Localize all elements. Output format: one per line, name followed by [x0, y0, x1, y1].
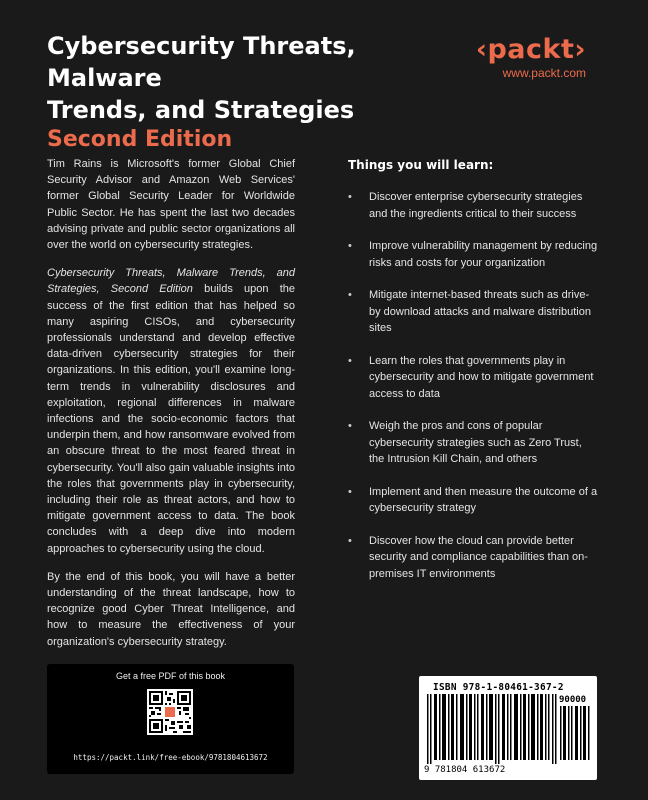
learn-item [348, 533, 598, 583]
cover-header [47, 30, 467, 154]
author-bio-paragraph: Tim Rains is Microsoft's former Global Chief Security Advisor and Amazon Web Services' former Global Security Leader for Worldwide Public Sector. He has spent the last two decades advising private and public sector organizations all over the world on cybersecurity strategies. [47, 158, 295, 252]
learn-item [348, 418, 598, 468]
isbn-barcode [419, 676, 597, 780]
learn-item-text: Mitigate internet-based threats such as drive-by download attacks and malware distribution sites [369, 289, 591, 334]
price-code: 90000 [559, 695, 587, 705]
bullet-icon: • [348, 534, 352, 547]
learn-item [348, 238, 598, 271]
learn-item [348, 353, 598, 403]
learn-heading: Things you will learn: [348, 158, 494, 172]
learning-outcomes [348, 156, 598, 598]
book-title-line-2: Trends, and Strategies [47, 96, 355, 124]
bullet-icon: • [348, 240, 352, 252]
learn-item-text: Learn the roles that governments play in cybersecurity and how to mitigate government access to data [369, 354, 594, 400]
book-summary-text: builds upon the success of the first edition that has helped so many aspiring CISOs, and cybersecurity professionals understand and develop effective data-driven cybersecurity strategies for their organizations. In this edition, you'll examine long-term trends in vulnerability disclosures and exploitation, regional differences in malware infections and the socio-economic factors that underpin them, and how ransomware evolved from an obscure threat to the most feared threat in cybersecurity. You'll also gain valuable insights into the roles that governments play in cybersecurity, including their role as threat actors, and how to mitigate government access to data. The book concludes with a deep dive into modern approaches to cybersecurity using the cloud. [47, 283, 296, 555]
qr-code-icon[interactable] [147, 689, 193, 735]
packt-logo: ‹packt› [475, 34, 586, 65]
free-pdf-title: Get a free PDF of this book [115, 671, 226, 681]
learn-item-text: Improve vulnerability management by reducing risks and costs for your organization [369, 240, 598, 269]
bullet-icon: • [348, 289, 352, 301]
bullet-icon: • [348, 485, 352, 498]
publisher-brand [476, 36, 586, 80]
learn-item-text: Discover enterprise cybersecurity strategies and the ingredients critical to their success [369, 191, 583, 220]
free-pdf-box [47, 664, 294, 774]
book-title-line-1: Cybersecurity Threats, Malware [47, 32, 356, 92]
ean-digits: 9 781804 613672 [424, 765, 506, 775]
publisher-website: www.packt.com [502, 66, 586, 80]
book-title-inline: Cybersecurity Threats, Malware Trends, and Strategies, Second Edition [47, 267, 295, 296]
edition-label: Second Edition [47, 127, 233, 152]
outcome-paragraph: By the end of this book, you will have a better understanding of the threat landscape, how to recognize good Cyber Threat Intelligence, and how to measure the effectiveness of your organization's cybersecurity strategy. [47, 570, 295, 648]
bullet-icon: • [348, 191, 352, 203]
learn-item-text: Implement and then measure the outcome of a cybersecurity strategy [369, 485, 598, 514]
learn-item [348, 484, 598, 517]
free-ebook-link[interactable]: https://packt.link/free-ebook/9781804613672 [73, 753, 268, 762]
isbn-number: ISBN 978-1-80461-367-2 [433, 682, 564, 693]
bullet-icon: • [348, 354, 352, 367]
learn-item [348, 189, 598, 222]
book-summary-paragraph [47, 265, 295, 557]
book-description [47, 156, 295, 662]
learn-item-text: Discover how the cloud can provide better security and compliance capabilities than on-premises IT environments [369, 534, 588, 580]
learn-item [348, 287, 598, 337]
bullet-icon: • [348, 420, 352, 432]
learn-item-text: Weigh the pros and cons of popular cybersecurity strategies such as Zero Trust, the Intrusion Kill Chain, and others [369, 420, 582, 465]
